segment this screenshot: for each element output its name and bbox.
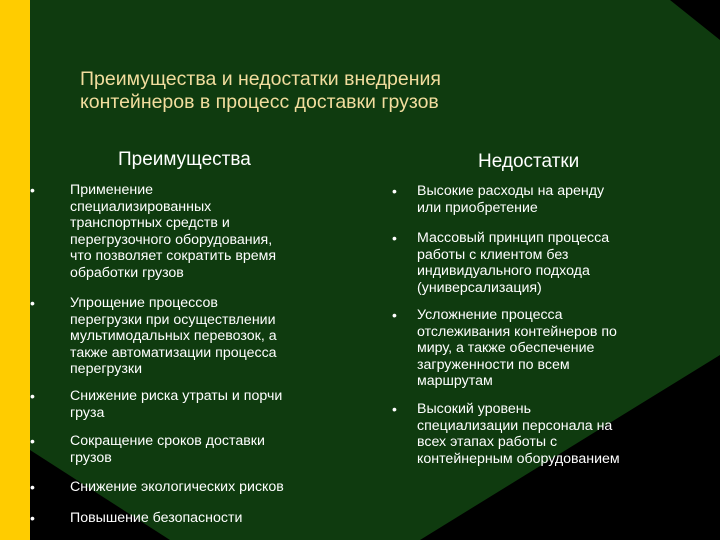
- bullet-icon: •: [30, 182, 35, 198]
- advantages-heading: Преимущества: [118, 149, 251, 170]
- bullet-icon: •: [392, 183, 397, 199]
- bullet-icon: •: [30, 388, 35, 404]
- advantage-text: Снижение риска утраты и порчи груза: [70, 388, 283, 421]
- advantage-text: Повышение безопасности: [70, 510, 243, 526]
- bullet-icon: •: [392, 230, 397, 246]
- advantage-text: Применение специализированных транспортных средств и перегрузочного оборудования, что позволяет сократить время обработки грузов: [70, 182, 277, 281]
- slide-title: [80, 68, 640, 114]
- advantage-text: Снижение экологических рисков: [70, 479, 284, 495]
- advantage-text: Сокращение сроков доставки грузов: [70, 433, 265, 466]
- disadvantage-text: Усложнение процесса отслеживания контейнеров по миру, а также обеспечение загруженности по всем маршрутам: [417, 307, 617, 389]
- disadvantages-heading: Недостатки: [478, 151, 580, 172]
- bullet-icon: •: [30, 510, 35, 526]
- gold-accent-bar: [0, 0, 30, 540]
- disadvantage-text: Массовый принцип процесса работы с клиентом без индивидуального подхода (универсализация): [417, 230, 610, 296]
- disadvantage-text: Высокие расходы на аренду или приобретение: [417, 183, 605, 216]
- disadvantage-text: Высокий уровень специализации персонала на всех этапах работы с контейнерным оборудованием: [417, 401, 620, 467]
- bullet-icon: •: [392, 401, 397, 417]
- title-line-1: Преимущества и недостатки внедрения: [80, 68, 441, 90]
- advantage-text: Упрощение процессов перегрузки при осуществлении мультимодальных перевозок, а также автоматизации процесса перегрузки: [70, 295, 277, 377]
- bullet-icon: •: [30, 433, 35, 449]
- bullet-icon: •: [30, 479, 35, 495]
- bullet-icon: •: [30, 295, 35, 311]
- title-line-2: контейнеров в процесс доставки грузов: [80, 91, 439, 113]
- bullet-icon: •: [392, 307, 397, 323]
